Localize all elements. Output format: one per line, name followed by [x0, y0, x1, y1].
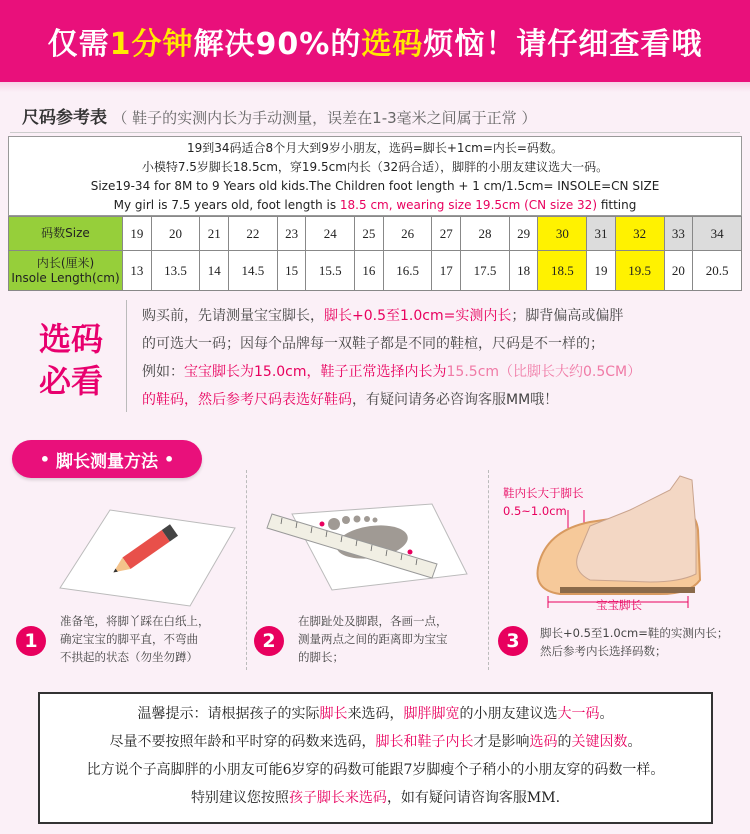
info-line-2: 小模特7.5岁脚长18.5cm，穿19.5cm内长（32码合适），脚胖的小朋友建议选大一码。	[141, 160, 609, 174]
tip-l2-r3: 关键因数	[571, 734, 628, 750]
tip-l1-r3: 大一码	[557, 706, 600, 722]
step-3-number: 3	[498, 626, 528, 656]
info-line-4-highlight: 18.5 cm, wearing size 19.5cm (CN size 32)	[339, 198, 597, 212]
tip-line-1	[40, 700, 711, 728]
tip-line-2	[40, 728, 711, 756]
must-read-body	[142, 302, 732, 414]
insole-cell: 14	[200, 251, 229, 291]
step-divider	[246, 470, 247, 670]
tip-l1-b: 来选码，	[347, 706, 404, 722]
size-cell: 30	[538, 217, 587, 251]
size-cell: 27	[432, 217, 461, 251]
info-line-4-pre: My girl is 7.5 years old, foot length is	[113, 198, 340, 212]
must-p1-a: 购买前，先请测量宝宝脚长，	[142, 308, 324, 324]
must-para-2: 的可选大一码；因每个品牌每一双鞋子都是不同的鞋楦，尺码是不一样的；	[142, 336, 604, 352]
size-cell: 19	[123, 217, 152, 251]
must-read-line-2: 必看	[38, 362, 103, 400]
insole-header-cn: 内长(厘米)	[36, 255, 95, 270]
size-cell: 20	[151, 217, 200, 251]
banner-text-pre: 仅需	[47, 27, 110, 62]
divider	[10, 132, 740, 133]
top-banner	[0, 0, 750, 82]
must-read-line-1: 选码	[38, 320, 103, 358]
tip-l2-r2: 选码	[529, 734, 558, 750]
step-2-text	[298, 612, 448, 666]
tip-line-4	[40, 784, 711, 812]
insole-cell: 20	[664, 251, 693, 291]
size-table	[8, 216, 742, 291]
size-cell: 33	[664, 217, 693, 251]
size-cell: 24	[306, 217, 355, 251]
insole-cell: 17.5	[461, 251, 510, 291]
size-row-header: 码数Size	[9, 217, 123, 251]
info-line-4	[9, 196, 741, 215]
size-chart-title: 尺码参考表	[22, 108, 107, 128]
banner-shadow	[0, 82, 750, 92]
paper-pencil-illustration	[40, 488, 240, 608]
size-cell: 28	[461, 217, 510, 251]
insole-cell: 13	[123, 251, 152, 291]
must-para-4	[142, 386, 732, 414]
insole-header-en: Insole Length(cm)	[11, 270, 120, 285]
tip-l2-r1: 脚长和鞋子内长	[375, 734, 474, 750]
must-p3-pink: 15.5cm（比脚长大约0.5CM）	[446, 364, 642, 380]
step-2-line-3: 的脚长；	[298, 650, 344, 664]
info-line-4-post: fitting	[597, 198, 637, 212]
size-chart-heading	[22, 103, 536, 128]
tip-l2-b: 才是影响	[473, 734, 530, 750]
must-p3-highlight: 宝宝脚长为15.0cm，鞋子正常选择内长为	[184, 364, 447, 380]
warm-tip-box	[38, 692, 713, 824]
step-1-line-2: 确定宝宝的脚平直，不弯曲	[60, 632, 198, 646]
step-1-text	[60, 612, 210, 666]
size-cell: 31	[587, 217, 616, 251]
step-1-line-3: 不拱起的状态（勿坐勿蹲）	[60, 650, 198, 664]
step-3-line-1: 脚长+0.5至1.0cm=鞋的实测内长；	[540, 626, 729, 640]
tip-l1-d: 。	[599, 706, 614, 722]
measure-method-pill	[12, 440, 202, 478]
diagram-label-foot: 宝宝脚长	[596, 598, 642, 612]
insole-cell: 20.5	[693, 251, 742, 291]
tip-l2-c: 的	[557, 734, 572, 750]
insole-cell: 16	[355, 251, 384, 291]
insole-cell: 13.5	[151, 251, 200, 291]
insole-row	[9, 251, 742, 291]
banner-highlight-time: 1分钟	[109, 27, 194, 62]
info-line-3: Size19-34 for 8M to 9 Years old kids.The Children foot length + 1 cm/1.5cm= INSOLE=CN SIZE	[90, 179, 660, 193]
pill-dot-left: •	[39, 449, 50, 469]
tip-l2-d: 。	[627, 734, 642, 750]
step-3-text	[540, 624, 728, 660]
banner-text-mid: 解决90%的	[193, 27, 362, 62]
size-chart-subtitle: （ 鞋子的实测内长为手动测量，误差在1-3毫米之间属于正常 ）	[112, 109, 537, 127]
size-cell: 22	[229, 217, 278, 251]
tip-l4-r: 孩子脚长来选码	[288, 790, 387, 806]
tip-l1-r1: 脚长	[319, 706, 348, 722]
diagram-label-top: 鞋内长大于脚长	[503, 486, 584, 500]
tip-l2-a: 尽量不要按照年龄和平时穿的码数来选码，	[109, 734, 376, 750]
measure-method-title: 脚长测量方法	[56, 451, 158, 472]
insole-row-header	[9, 251, 123, 291]
size-cell: 32	[615, 217, 664, 251]
step-2-line-2: 测量两点之间的距离即为宝宝	[298, 632, 448, 646]
insole-cell: 15.5	[306, 251, 355, 291]
banner-text-post: 烦恼！请仔细查看哦	[423, 27, 703, 62]
insole-cell: 16.5	[383, 251, 432, 291]
step-3-line-2: 然后参考内长选择码数；	[540, 644, 667, 658]
must-p4-highlight: 的鞋码，然后参考尺码表选好鞋码	[142, 392, 352, 408]
size-info-box	[8, 136, 742, 216]
insole-cell: 14.5	[229, 251, 278, 291]
info-line-1: 19到34码适合8个月大到9岁小朋友，选码=脚长+1cm=内长=码数。	[187, 141, 563, 155]
tip-line-3: 比方说个子高脚胖的小朋友可能6岁穿的码数可能跟7岁脚瘦个子稍小的小朋友穿的码数一样。	[86, 762, 665, 778]
insole-cell: 19.5	[615, 251, 664, 291]
pill-dot-right: •	[164, 449, 175, 469]
must-p1-b: ；脚背偏高或偏胖	[511, 308, 624, 324]
vertical-divider	[126, 300, 127, 412]
insole-cell: 19	[587, 251, 616, 291]
tip-l1-c: 的小朋友建议选	[459, 706, 558, 722]
size-cell: 23	[277, 217, 306, 251]
diagram-label-range: 0.5~1.0cm	[503, 504, 567, 518]
size-cell: 29	[509, 217, 538, 251]
size-cell: 21	[200, 217, 229, 251]
step-divider	[488, 470, 489, 670]
step-1-line-1: 准备笔，将脚丫踩在白纸上，	[60, 614, 210, 628]
must-para-3	[142, 358, 732, 386]
tip-l1-a: 温馨提示：请根据孩子的实际	[137, 706, 320, 722]
ruler-footprint-illustration	[262, 494, 482, 604]
insole-cell: 17	[432, 251, 461, 291]
must-para-1	[142, 302, 732, 330]
step-2-line-1: 在脚趾处及脚跟，各画一点，	[298, 614, 448, 628]
step-1-number: 1	[16, 626, 46, 656]
insole-cell: 18.5	[538, 251, 587, 291]
size-cell: 25	[355, 217, 384, 251]
must-p4-b: ，有疑问请务必咨询客服MM哦！	[352, 392, 559, 408]
tip-l1-r2: 脚胖脚宽	[403, 706, 460, 722]
step-2-number: 2	[254, 626, 284, 656]
tip-l4-a: 特别建议您按照	[190, 790, 289, 806]
must-p3-a: 例如：	[142, 364, 184, 380]
banner-highlight-size: 选码	[361, 27, 424, 62]
insole-cell: 15	[277, 251, 306, 291]
tip-l4-b: ，如有疑问请咨询客服MM.	[386, 790, 561, 806]
size-cell: 26	[383, 217, 432, 251]
size-row	[9, 217, 742, 251]
must-read-label	[30, 318, 112, 402]
must-p1-highlight: 脚长+0.5至1.0cm=实测内长	[324, 308, 512, 324]
insole-cell: 18	[509, 251, 538, 291]
size-cell: 34	[693, 217, 742, 251]
